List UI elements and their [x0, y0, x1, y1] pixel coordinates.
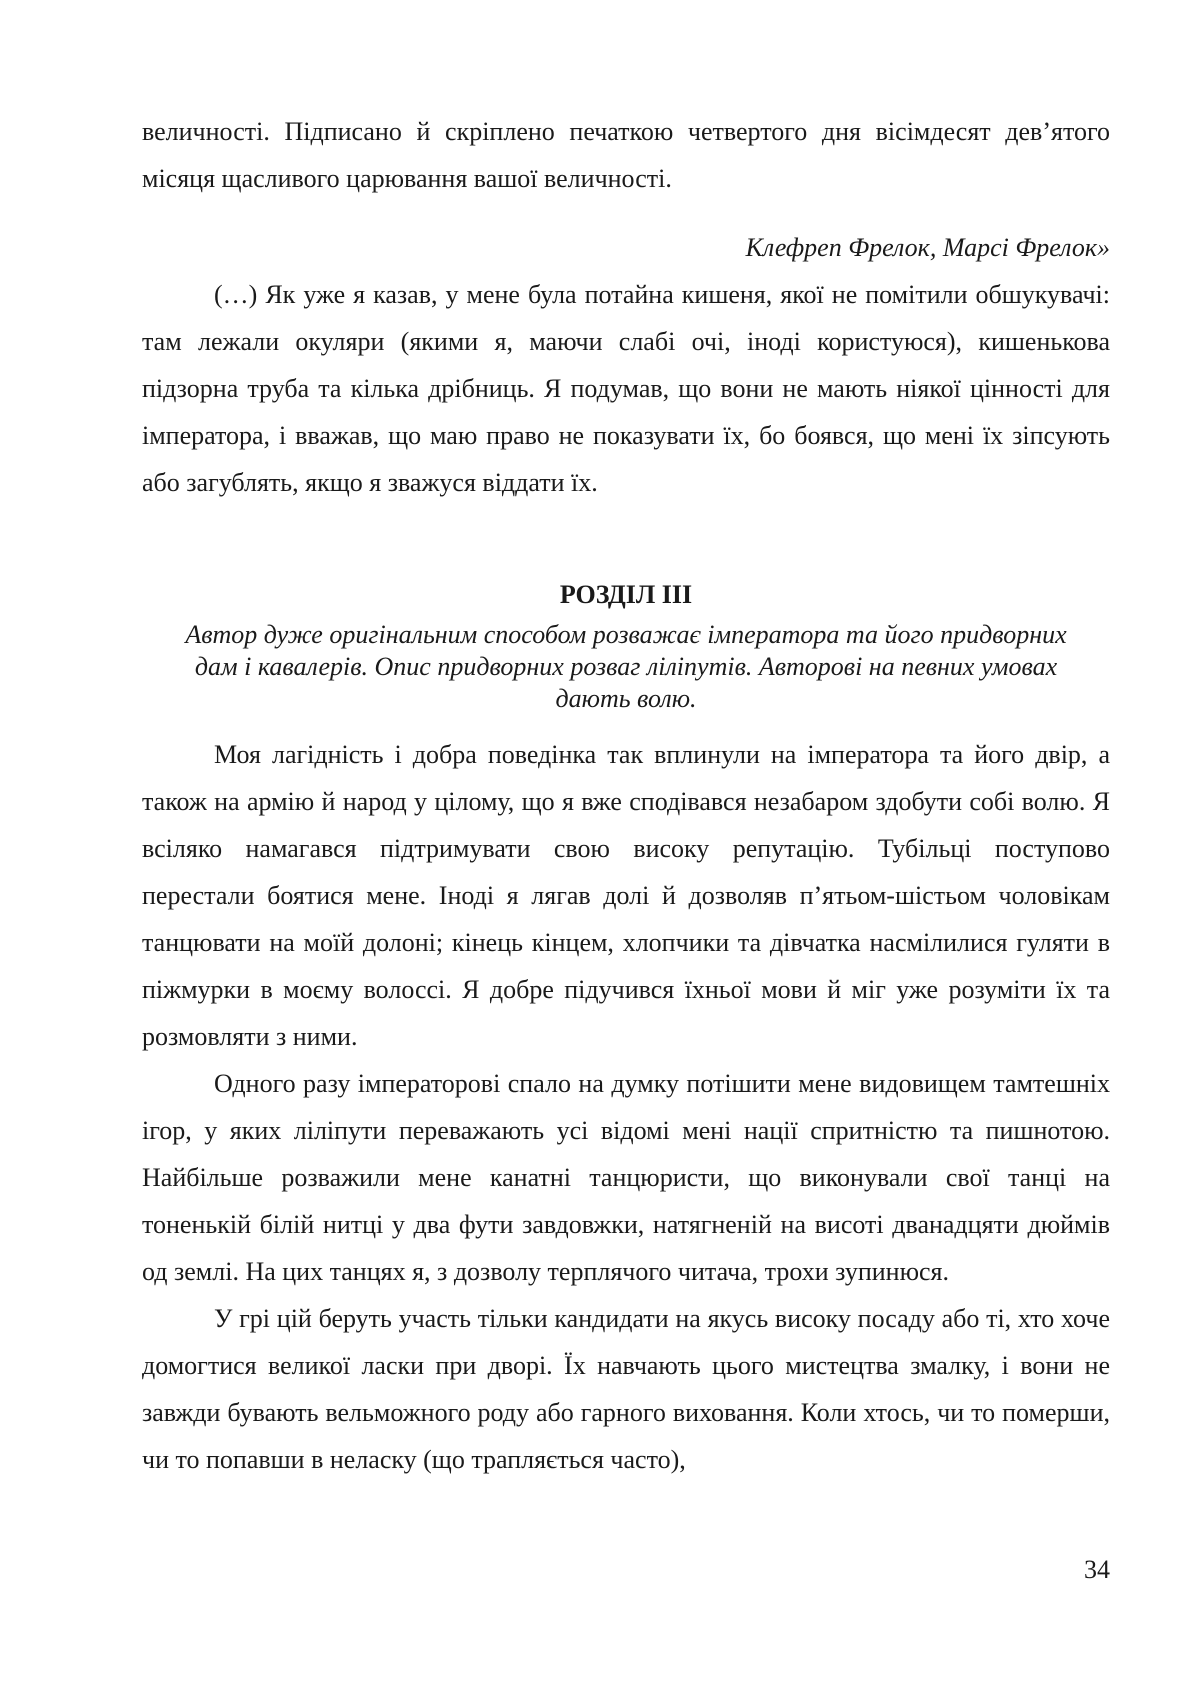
- chapter-paragraph-1: Моя лагідність і добра поведінка так вплинули на імператора та його двір, а також на армію й народ у цілому, що я вже сподівався незабаром здобути собі волю. Я всіляко намагався підтримувати свою високу репутацію. Тубільці поступово перестали боятися мене. Іноді я лягав долі й дозволяв п’ятьом-шістьом чоловікам танцювати на моїй долоні; кінець кінцем, хлопчики та дівчатка насмілилися гуляти в піжмурки в моєму волоссі. Я добре підучився їхньої мови й міг уже розуміти їх та розмовляти з ними.: [142, 740, 1110, 1051]
- chapter-paragraph-3: У грі цій беруть участь тільки кандидати на якусь високу посаду або ті, хто хоче домогтися великої ласки при дворі. Їх навчають цього мистецтва змалку, і вони не завжди бувають вельможного роду або гарного виховання. Коли хтось, чи то померши, чи то попавши в неласку (що трапляється часто),: [142, 1304, 1110, 1474]
- page-number: 34: [1084, 1555, 1110, 1584]
- opening-paragraph: величності. Підписано й скріплено печаткою четвертого дня вісімдесят дев’ятого місяця щасливого царювання вашої величності.: [142, 117, 1110, 193]
- page-content: [142, 108, 1110, 1483]
- chapter-title: РОЗДІЛ III: [559, 580, 693, 609]
- chapter-paragraph-2: Одного разу імператорові спало на думку потішити мене видовищем тамтешніх ігор, у яких ліліпути переважають усі відомі мені нації спритністю та пишнотою. Найбільше розважили мене канатні танцюристи, що виконували свої танці на тоненькій білій нитці у два фути завдовжки, натягненій на висоті дванадцяти дюймів од землі. На цих танцях я, з дозволу терплячого читача, трохи зупинюся.: [142, 1069, 1110, 1286]
- chapter-summary: Автор дуже оригінальним способом розважає імператора та його придворних дам і кавалерів. Опис придворних розваг ліліпутів. Авторові на певних умовах дають волю.: [185, 620, 1067, 713]
- chapter-body: [142, 731, 1110, 1483]
- paragraph-pockets: (…) Як уже я казав, у мене була потайна кишеня, якої не помітили обшукувачі: там лежали окуляри (якими я, маючи слабі очі, іноді користуюся), кишенькова підзорна труба та кілька дрібниць. Я подумав, що вони не мають ніякої цінності для імператора, і вважав, що маю право не показувати їх, бо боявся, що мені їх зіпсують або загублять, якщо я зважуся віддати їх.: [142, 280, 1110, 497]
- letter-signature: Клефреп Фрелок, Марсі Фрелок»: [745, 233, 1110, 262]
